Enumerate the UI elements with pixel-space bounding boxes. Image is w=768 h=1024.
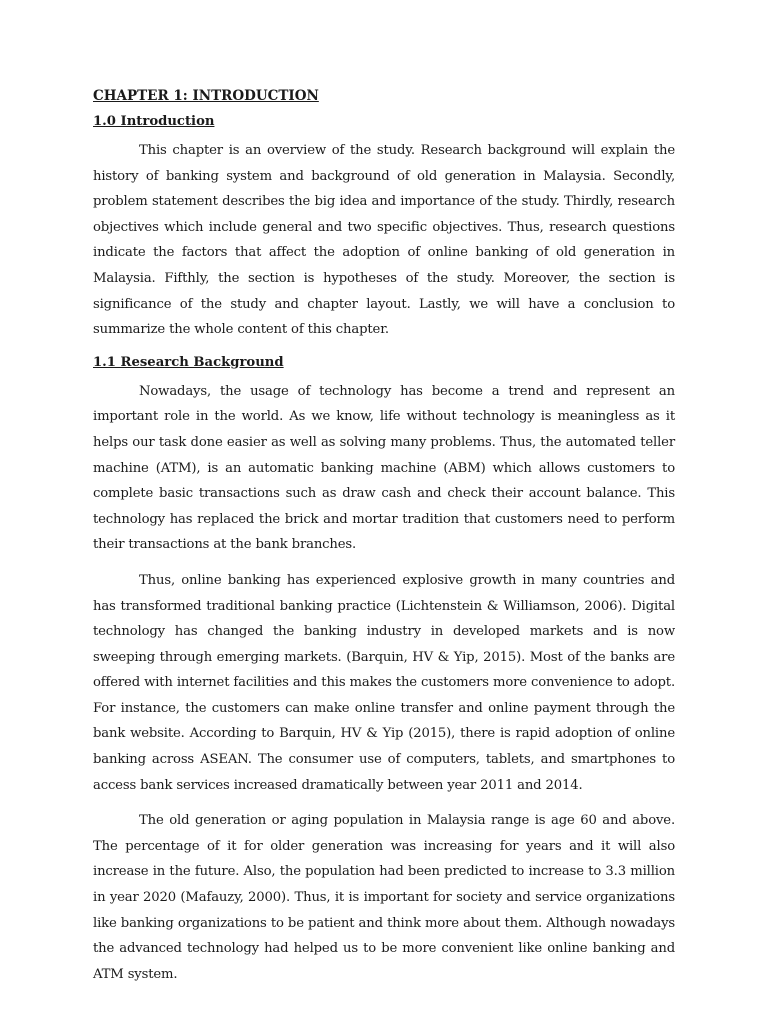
- section-heading-research-background: 1.1 Research Background: [93, 354, 284, 370]
- paragraph-online-banking-growth: Thus, online banking has experienced explosive growth in many countries and has transformed traditional banking practice (Lichtenstein & Williamson, 2006). Digital technology has changed the banking industry in developed markets and is now sweeping through emerging markets. (Barquin, HV & Yip, 2015). Most of the banks are offered with internet facilities and this makes the customers more convenience to adopt. For instance, the customers can make online transfer and online payment through the bank website. According to Barquin, HV & Yip (2015), there is rapid adoption of online banking across ASEAN. The consumer use of computers, tablets, and smartphones to access bank services increased dramatically between year 2011 and 2014.: [93, 572, 675, 793]
- section-heading-introduction: 1.0 Introduction: [93, 114, 215, 129]
- paragraph-old-generation: The old generation or aging population in Malaysia range is age 60 and above. The percentage of it for older generation was increasing for years and it will also increase in the future. Also, the population had been predicted to increase to 3.3 million in year 2020 (Mafauzy, 2000). Thus, it is important for society and service organizations like banking organizations to be patient and think more about them. Although nowadays the advanced technology had helped us to be more convenient like online banking and ATM system.: [93, 813, 675, 982]
- page-content: [93, 86, 675, 987]
- paragraph-introduction: This chapter is an overview of the study. Research background will explain the history of banking system and background of old generation in Malaysia. Secondly, problem statement describes the big idea and importance of the study. Thirdly, research objectives which include general and two specific objectives. Thus, research questions indicate the factors that affect the adoption of online banking of old generation in Malaysia. Fifthly, the section is hypotheses of the study. Moreover, the section is significance of the study and chapter layout. Lastly, we will have a conclusion to summarize the whole content of this chapter.: [93, 143, 675, 338]
- chapter-title: CHAPTER 1: INTRODUCTION: [93, 88, 319, 104]
- paragraph-technology-usage: Nowadays, the usage of technology has become a trend and represent an important role in the world. As we know, life without technology is meaningless as it helps our task done easier as well as solving many problems. Thus, the automated teller machine (ATM), is an automatic banking machine (ABM) which allows customers to complete basic transactions such as draw cash and check their account balance. This technology has replaced the brick and mortar tradition that customers need to perform their transactions at the bank branches.: [93, 383, 675, 553]
